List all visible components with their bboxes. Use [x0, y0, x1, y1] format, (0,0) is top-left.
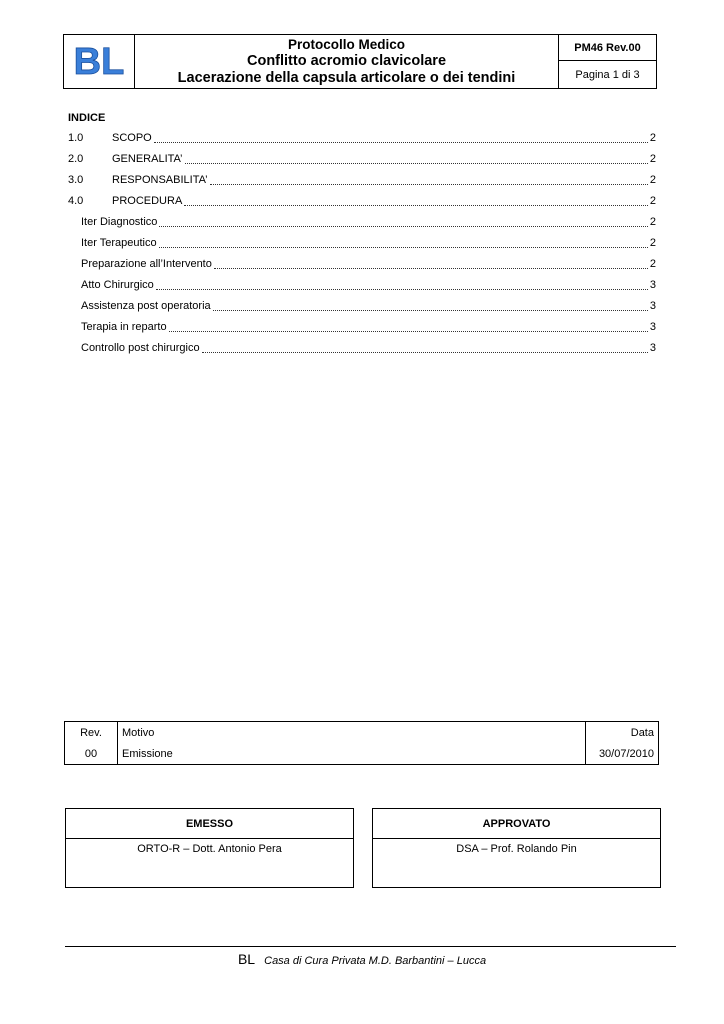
- toc-subentry[interactable]: [68, 275, 656, 296]
- protocol-type: Protocollo Medico: [287, 37, 405, 52]
- toc-subentry[interactable]: [68, 338, 656, 359]
- toc-leader-dots: [159, 246, 648, 248]
- document-title: Conflitto acromio clavicolare: [246, 53, 447, 69]
- document-meta: [559, 35, 656, 88]
- toc-entry-page: 2: [649, 174, 656, 186]
- toc-leader-dots: [210, 183, 648, 185]
- toc-subentry-page: 2: [649, 216, 656, 228]
- toc-subentry-page: 3: [649, 342, 656, 354]
- toc-leader-dots: [202, 351, 648, 353]
- svg-text:BL: BL: [73, 43, 125, 80]
- revision-header-row: [65, 722, 659, 744]
- toc-leader-dots: [169, 330, 648, 332]
- toc-entry-number: 4.0: [68, 195, 84, 207]
- toc-subentry-page: 3: [649, 321, 656, 333]
- table-of-contents: [68, 108, 656, 359]
- issued-by: ORTO-R – Dott. Antonio Pera: [137, 843, 282, 855]
- toc-entry-page: 2: [649, 195, 656, 207]
- toc-entry-label: RESPONSABILITA’: [112, 174, 208, 186]
- toc-entry-number: 2.0: [68, 153, 84, 165]
- col-motivo-header: Motivo: [118, 722, 586, 744]
- toc-leader-dots: [213, 309, 648, 311]
- toc-entry-number: 1.0: [68, 132, 84, 144]
- table-row: [65, 743, 659, 765]
- toc-entry-number: 3.0: [68, 174, 84, 186]
- toc-leader-dots: [159, 225, 647, 227]
- footer-brand: BL: [237, 951, 256, 967]
- toc-entry[interactable]: [68, 128, 656, 149]
- toc-entry[interactable]: [68, 149, 656, 170]
- toc-entry[interactable]: [68, 170, 656, 191]
- toc-entry-page: 2: [649, 153, 656, 165]
- toc-entry-label: GENERALITA’: [112, 153, 183, 165]
- toc-subentry-page: 3: [649, 300, 656, 312]
- logo-cell: [64, 35, 135, 88]
- toc-subentry-label: Terapia in reparto: [81, 321, 167, 333]
- col-data-header: Data: [586, 722, 659, 744]
- toc-subentry-label: Iter Terapeutico: [81, 237, 157, 249]
- document-title-block: [135, 35, 559, 88]
- toc-subentry-label: Preparazione all’Intervento: [81, 258, 212, 270]
- toc-subentry[interactable]: [68, 317, 656, 338]
- toc-subentry[interactable]: [68, 296, 656, 317]
- footer-organization: Casa di Cura Privata M.D. Barbantini – Lucca: [264, 955, 487, 967]
- toc-entry-page: 2: [649, 132, 656, 144]
- toc-subentry-label: Controllo post chirurgico: [81, 342, 200, 354]
- approved-label: APPROVATO: [373, 809, 660, 839]
- issued-box: [65, 808, 354, 888]
- page-footer: [0, 949, 724, 971]
- document-subtitle: Lacerazione della capsula articolare o dei tendini: [177, 70, 516, 86]
- revision-date: 30/07/2010: [586, 743, 659, 765]
- toc-subentry-label: Atto Chirurgico: [81, 279, 154, 291]
- toc-leader-dots: [214, 267, 648, 269]
- toc-leader-dots: [184, 204, 648, 206]
- approved-by: DSA – Prof. Rolando Pin: [456, 843, 577, 855]
- document-header: [63, 34, 657, 89]
- toc-subentry-label: Assistenza post operatoria: [81, 300, 211, 312]
- toc-subentry-page: 2: [649, 237, 656, 249]
- issued-label: EMESSO: [66, 809, 353, 839]
- revision-reason: Emissione: [118, 743, 586, 765]
- toc-subentry-page: 3: [649, 279, 656, 291]
- toc-entry-label: PROCEDURA: [112, 195, 183, 207]
- toc-subentry[interactable]: [68, 233, 656, 254]
- toc-entry[interactable]: [68, 191, 656, 212]
- toc-subentry-page: 2: [649, 258, 656, 270]
- revision-number: 00: [65, 743, 118, 765]
- document-code: PM46 Rev.00: [559, 35, 656, 61]
- toc-entry-label: SCOPO: [112, 132, 152, 144]
- toc-leader-dots: [185, 162, 648, 164]
- page-indicator: Pagina 1 di 3: [575, 68, 640, 81]
- bl-logo: [71, 44, 127, 80]
- toc-leader-dots: [154, 141, 648, 143]
- toc-subentry[interactable]: [68, 254, 656, 275]
- toc-subentry[interactable]: [68, 212, 656, 233]
- toc-heading: INDICE: [68, 112, 106, 124]
- footer-divider: [65, 946, 676, 947]
- col-rev-header: Rev.: [65, 722, 118, 744]
- approved-box: [372, 808, 661, 888]
- toc-leader-dots: [156, 288, 648, 290]
- toc-subentry-label: Iter Diagnostico: [81, 216, 158, 228]
- revision-table: [64, 721, 659, 765]
